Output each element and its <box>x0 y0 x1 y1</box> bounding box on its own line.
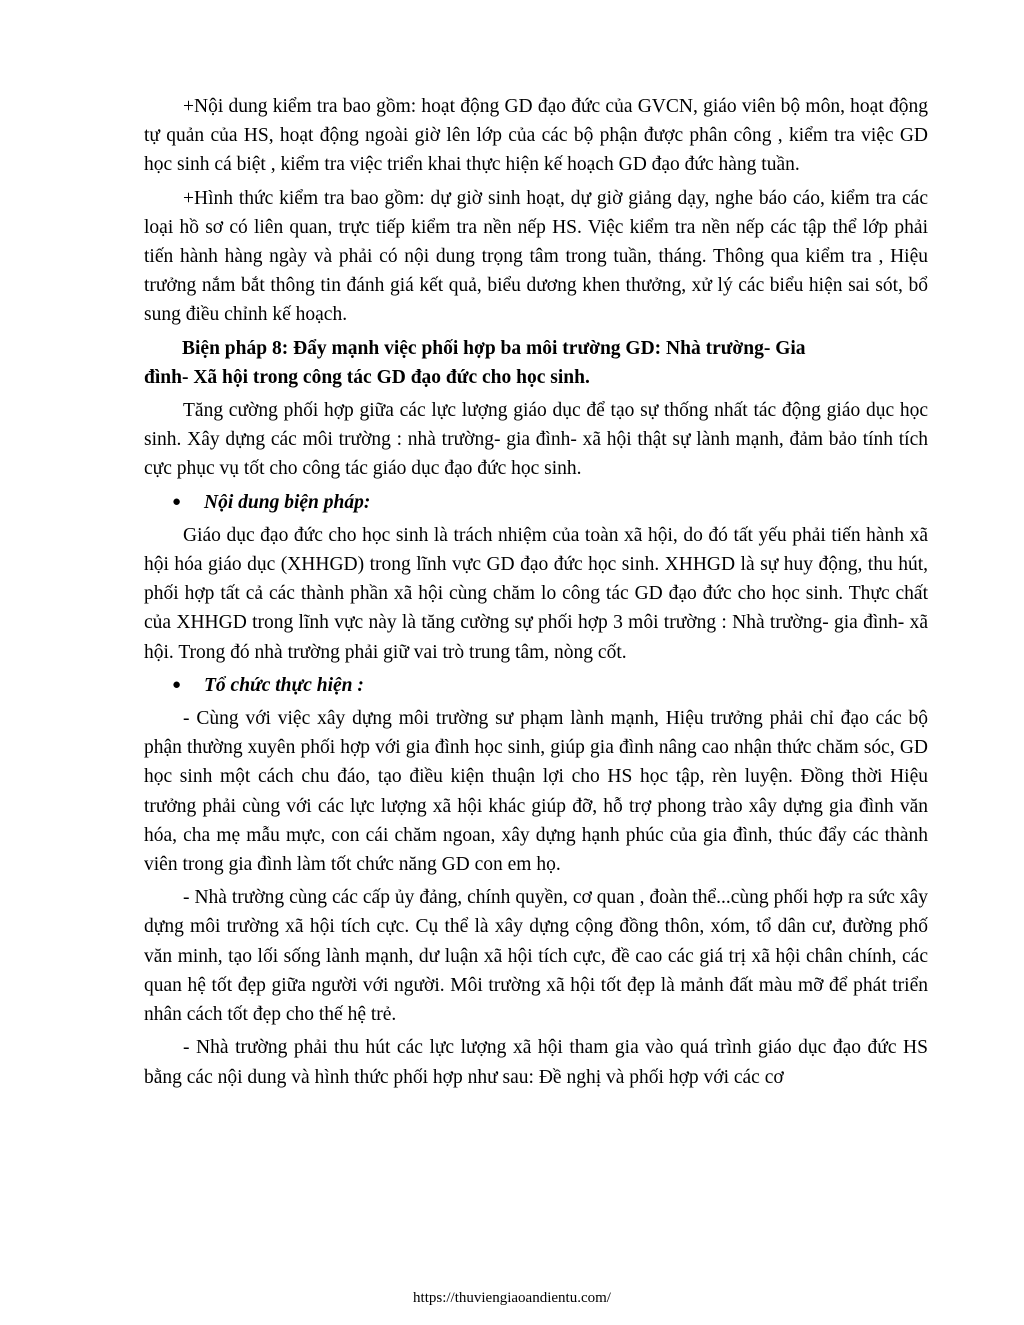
bullet-content-heading <box>144 488 928 517</box>
bullet-content-title: Nội dung biện pháp: <box>204 491 371 513</box>
bullet-dot-icon: ● <box>172 676 182 693</box>
paragraph-inspection-content: +Nội dung kiểm tra bao gồm: hoạt động GD đạo đức của GVCN, giáo viên bộ môn, hoạt động tự quản của HS, hoạt động ngoài giờ lên lớp của các bộ phận được phân công , kiểm tra việc GD học sinh cá biệt , kiểm tra việc triển khai thực hiện kế hoạch GD đạo đức hàng tuần. <box>144 96 928 176</box>
paragraph-inspection-form: +Hình thức kiểm tra bao gồm: dự giờ sinh hoạt, dự giờ giảng dạy, nghe báo cáo, kiểm tra các loại hồ sơ có liên quan, trực tiếp kiểm tra nền nếp HS. Việc kiểm tra nền nếp các tập thể lớp phải tiến hành hàng ngày và phải có nội dung trọng tâm trong tuần, tháng. Thông qua kiểm tra , Hiệu trưởng nắm bắt thông tin đánh giá kết quả, biểu dương khen thưởng, xử lý các biểu hiện sai sót, bổ sung điều chỉnh kế hoạch. <box>144 187 928 326</box>
document-page <box>144 92 928 1096</box>
paragraph-implementation-2: - Nhà trường cùng các cấp ủy đảng, chính quyền, cơ quan , đoàn thể...cùng phối hợp ra sức xây dựng môi trường xã hội tích cực. Cụ thể là xây dựng cộng đồng thôn, xóm, tổ dân cư, đường phố văn minh, tạo lối sống lành mạnh, dư luận xã hội tích cực, đề cao các giá trị xã hội chân chính, các quan hệ tốt đẹp giữa người với người. Môi trường xã hội tốt đẹp là mảnh đất màu mỡ để phát triển nhân cách tốt đẹp cho thế hệ trẻ. <box>144 887 928 1026</box>
bullet-implementation-heading <box>144 671 928 700</box>
paragraph-content: Giáo dục đạo đức cho học sinh là trách nhiệm của toàn xã hội, do đó tất yếu phải tiến hành xã hội hóa giáo dục (XHHGD) trong lĩnh vực GD đạo đức học sinh. XHHGD là sự huy động, thu hút, phối hợp tất cả các thành phần xã hội cùng chăm lo công tác GD đạo đức cho học sinh. Thực chất của XHHGD trong lĩnh vực này là tăng cường sự phối hợp 3 môi trường : Nhà trường- gia đình- xã hội. Trong đó nhà trường phải giữ vai trò trung tâm, nòng cốt. <box>144 524 928 663</box>
bullet-dot-icon: ● <box>172 493 182 510</box>
paragraph-implementation-3: - Nhà trường phải thu hút các lực lượng xã hội tham gia vào quá trình giáo dục đạo đức HS bằng các nội dung và hình thức phối hợp như sau: Đề nghị và phối hợp với các cơ <box>144 1037 928 1088</box>
paragraph-intro: Tăng cường phối hợp giữa các lực lượng giáo dục để tạo sự thống nhất tác động giáo dục học sinh. Xây dựng các môi trường : nhà trường- gia đình- xã hội thật sự lành mạnh, đảm bảo tính tích cực phục vụ tốt cho công tác giáo dục đạo đức học sinh. <box>144 400 928 480</box>
section-heading <box>144 334 928 392</box>
bullet-implementation-title: Tổ chức thực hiện : <box>204 674 364 696</box>
section-heading-line-1: Biện pháp 8: Đẩy mạnh việc phối hợp ba môi trường GD: Nhà trường- Gia <box>182 337 806 359</box>
paragraph-implementation-1: - Cùng với việc xây dựng môi trường sư phạm lành mạnh, Hiệu trưởng phải chỉ đạo các bộ phận thường xuyên phối hợp với gia đình học sinh, giúp gia đình nâng cao nhận thức chăm sóc, GD học sinh một cách chu đáo, tạo điều kiện thuận lợi cho HS học tập, rèn luyện. Đồng thời Hiệu trưởng phải cùng với các lực lượng xã hội khác giúp đỡ, hỗ trợ phong trào xây dựng gia đình văn hóa, cha mẹ mẫu mực, con cái chăm ngoan, xây dựng hạnh phúc của gia đình, thúc đẩy các thành viên trong gia đình làm tốt chức năng GD con em họ. <box>144 708 928 876</box>
footer-url: https://thuviengiaoandientu.com/ <box>413 1290 611 1306</box>
section-heading-line-2: đình- Xã hội trong công tác GD đạo đức cho học sinh. <box>144 366 590 388</box>
